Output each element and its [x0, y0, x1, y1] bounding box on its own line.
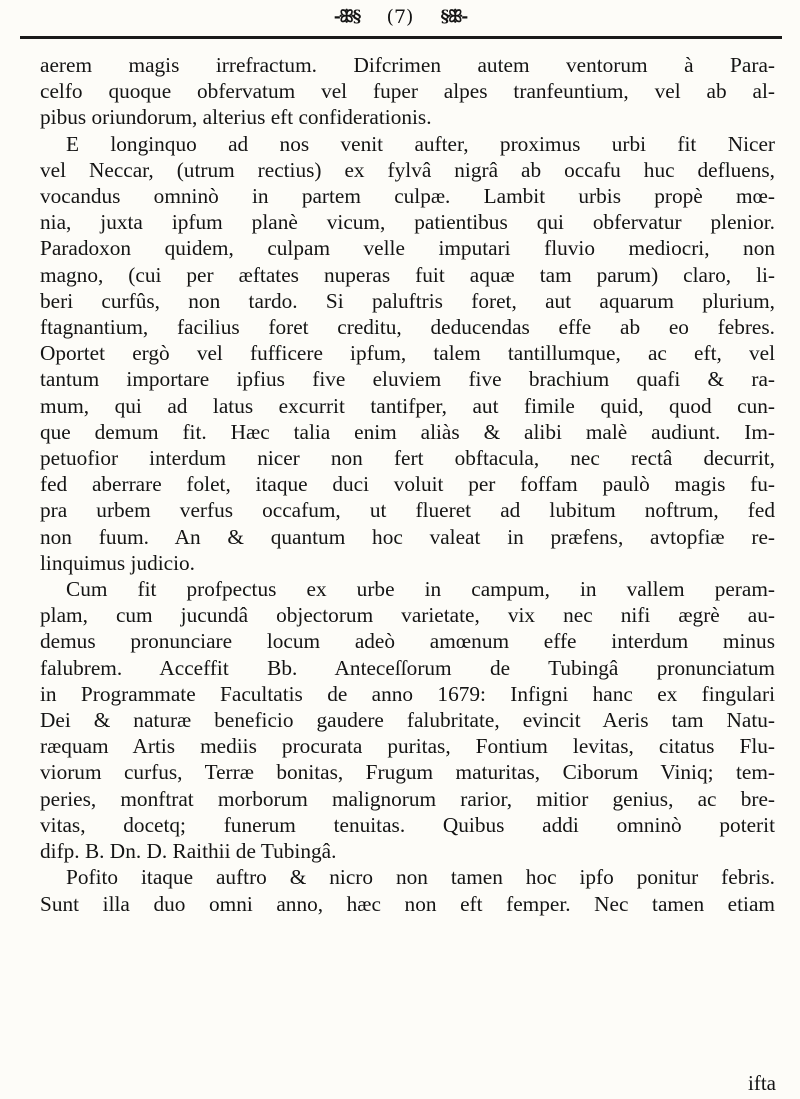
text-line: E longinquo ad nos venit aufter, proximus urbi fit Nicer: [66, 131, 775, 156]
text-line: Sunt illa duo omni anno, hæc non eft femper. Nec tamen etiam: [40, 891, 775, 916]
text-line: celfo quoque obfervatum vel fuper alpes tranfeuntium, vel ab al-: [40, 79, 775, 104]
text-line: Dei & naturæ beneficio gaudere falubritate, evincit Aeris tam Natu-: [40, 708, 775, 733]
header-rule: [20, 36, 782, 39]
running-header: [0, 6, 800, 32]
text-line: vitas, docetq; funerum tenuitas. Quibus addi omninò poterit: [40, 812, 775, 837]
text-line: ftagnantium, facilius foret creditu, deducendas effe ab eo febres.: [40, 315, 775, 340]
text-line: demus pronunciare locum adeò amœnum effe interdum minus: [40, 629, 775, 654]
text-line: nia, juxta ipfum planè vicum, patientibus qui obfervatur plenior.: [40, 210, 775, 235]
catchword: ifta: [748, 1071, 776, 1095]
text-line: Oportet ergò vel fufficere ipfum, talem tantillumque, ac eft, vel: [40, 341, 775, 366]
text-line: petuofior interdum nicer non fert obftacula, nec rectâ decurrit,: [40, 446, 775, 471]
text-line: Paradoxon quidem, culpam velle imputari fluvio mediocri, non: [40, 236, 775, 261]
text-line: vocandus omninò in partem culpæ. Lambit urbis propè mœ-: [40, 184, 775, 209]
text-line: in Programmate Facultatis de anno 1679: Infigni hanc ex fingulari: [40, 681, 775, 706]
text-line: tantum importare ipfius five eluviem five brachium quafi & ra-: [40, 367, 775, 392]
body-text: [40, 52, 775, 917]
text-line: aerem magis irrefractum. Difcrimen autem ventorum à Para-: [40, 53, 775, 77]
text-line: fed aberrare folet, itaque duci voluit per foffam paulò magis fu-: [40, 472, 775, 497]
text-line: que demum fit. Hæc talia enim aliàs & alibi malè audiunt. Im-: [40, 419, 775, 444]
text-line: Pofito itaque auftro & nicro non tamen hoc ipfo ponitur febris.: [66, 865, 775, 890]
text-line: non fuum. An & quantum hoc valeat in præfens, avtopfiæ re-: [40, 524, 775, 549]
text-line: mum, qui ad latus excurrit tantifper, aut fimile quid, quod cun-: [40, 393, 775, 418]
text-line: difp. B. Dn. D. Raithii de Tubingâ.: [40, 839, 337, 864]
text-line: Cum fit profpectus ex urbe in campum, in vallem peram-: [66, 577, 775, 602]
text-line: falubrem. Acceffit Bb. Anteceſſorum de Tubingâ pronunciatum: [40, 655, 775, 680]
text-line: plam, cum jucundâ objectorum varietate, vix nec nifi ægrè au-: [40, 603, 775, 628]
text-line: vel Neccar, (utrum rectius) ex fylvâ nigrâ ab occafu huc defluens,: [40, 157, 775, 182]
text-line: peries, monftrat morborum malignorum rarior, mitior genius, ac bre-: [40, 786, 775, 811]
text-line: ræquam Artis mediis procurata puritas, Fontium levitas, citatus Flu-: [40, 734, 775, 759]
text-line: linquimus judicio.: [40, 550, 195, 575]
text-line: viorum curfus, Terræ bonitas, Frugum maturitas, Ciborum Viniq; tem-: [40, 760, 775, 785]
text-line: pra urbem verfus occafum, ut flueret ad lubitum noftrum, fed: [40, 498, 775, 523]
text-line: beri curfûs, non tardo. Si paluftris foret, aut aquarum plurium,: [40, 288, 775, 313]
page-number: (7): [386, 6, 414, 28]
text-line: magno, (cui per æftates nuperas fuit aquæ tam parum) claro, li-: [40, 262, 775, 287]
ornament-right: §ꕥ-: [440, 7, 467, 27]
ornament-left: -ꕥ§: [333, 7, 360, 27]
text-line: pibus oriundorum, alterius eft confiderationis.: [40, 105, 432, 130]
